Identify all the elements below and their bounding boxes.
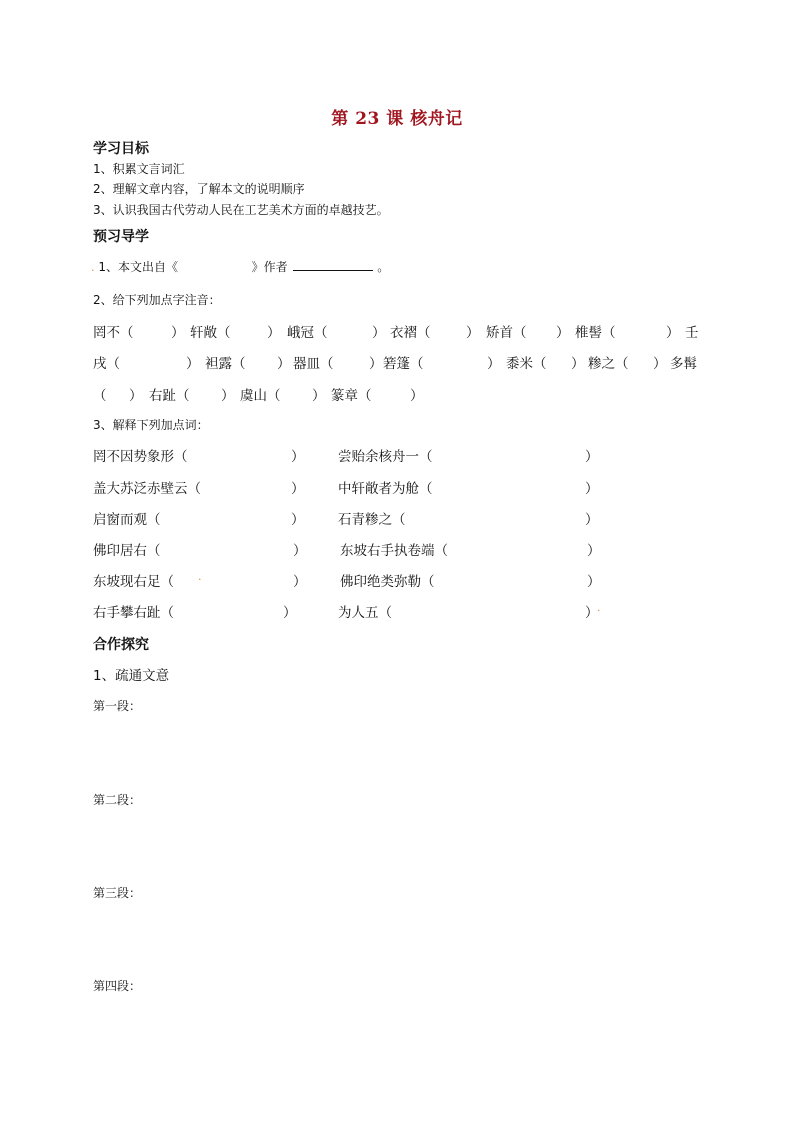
paragraph-label: 第四段： — [93, 979, 142, 993]
explain-item: 尝贻余核舟一（ — [338, 449, 433, 465]
pinyin-item: 篆章（ — [331, 388, 372, 404]
cooperate-item: 1、疏通文意 — [93, 668, 170, 684]
q1-suffix: 。 — [377, 260, 390, 274]
paren-close: ） — [556, 325, 570, 341]
pinyin-item: 矫首（ — [486, 325, 527, 341]
pinyin-item: 罔不（ — [93, 325, 134, 341]
pinyin-item: 黍米（ — [506, 356, 547, 372]
paren-close: ） — [186, 356, 200, 372]
pinyin-item: 椎髻（ — [575, 325, 616, 341]
paren-close: ） — [585, 512, 599, 528]
paren-close: ） — [666, 325, 680, 341]
explain-item: 东坡现右足（ — [93, 574, 174, 590]
goals-heading: 学习目标 — [93, 141, 149, 157]
paren-close: ） — [571, 356, 585, 372]
q1-prefix: 1、本文出自《 — [98, 260, 178, 274]
paren-close: ） — [585, 481, 599, 497]
pinyin-item: 多髯 — [670, 356, 697, 372]
goal-item: 1、积累文言词汇 — [93, 162, 185, 176]
explain-item: 右手攀右趾（ — [93, 605, 174, 621]
paragraph-label: 第一段： — [93, 699, 142, 713]
explain-item: 佛印居右（ — [93, 543, 161, 559]
q1-middle: 》作者 — [251, 260, 288, 274]
pinyin-item: 右趾（ — [149, 388, 190, 404]
goal-item: 3、认识我国古代劳动人民在工艺美术方面的卓越技艺。 — [93, 203, 389, 217]
paren-close: ） — [585, 449, 599, 465]
pinyin-item: （ — [93, 388, 107, 404]
explain-item: 中轩敞者为舱（ — [338, 481, 433, 497]
paren-close: ） — [267, 325, 281, 341]
paren-close: ） — [129, 388, 143, 404]
author-blank-line — [293, 258, 373, 271]
paren-close: ） — [587, 574, 601, 590]
goal-item: 2、理解文章内容，了解本文的说明顺序 — [93, 182, 305, 196]
paren-close: ） — [410, 388, 424, 404]
pinyin-item: 箬篷（ — [383, 356, 424, 372]
paren-close: ） — [312, 388, 326, 404]
explain-item: 启窗而观（ — [93, 512, 161, 528]
pinyin-item: 糁之（ — [588, 356, 629, 372]
paren-close: ） — [291, 449, 305, 465]
pinyin-item: 虞山（ — [240, 388, 281, 404]
paren-close: ） — [221, 388, 235, 404]
question-2-title: 2、给下列加点字注音： — [93, 293, 221, 307]
paren-close: ） — [372, 325, 386, 341]
pinyin-item: 壬 — [685, 325, 699, 341]
bullet-dot: . — [597, 601, 601, 614]
paren-close: ） — [369, 356, 383, 372]
pinyin-item: 器皿（ — [293, 356, 334, 372]
paren-close: ） — [293, 543, 307, 559]
explain-item: 佛印绝类弥勒（ — [340, 574, 435, 590]
explain-item: 东坡右手执卷端（ — [340, 543, 448, 559]
paren-close: ） — [585, 605, 599, 621]
paren-close: ） — [487, 356, 501, 372]
cooperate-heading: 合作探究 — [93, 637, 149, 653]
pinyin-item: 袒露（ — [205, 356, 246, 372]
explain-item: 盖大苏泛赤壁云（ — [93, 481, 201, 497]
paren-close: ） — [291, 481, 305, 497]
preview-heading: 预习导学 — [93, 229, 149, 245]
explain-item: 石青糁之（ — [338, 512, 406, 528]
pinyin-item: 峨冠（ — [287, 325, 328, 341]
pinyin-item: 戌（ — [93, 356, 120, 372]
page-title: 第 23 课 核舟记 — [331, 109, 463, 129]
paren-close: ） — [171, 325, 185, 341]
paragraph-label: 第二段： — [93, 793, 142, 807]
bullet-dot: . — [198, 570, 202, 583]
pinyin-item: 衣褶（ — [390, 325, 431, 341]
paren-close: ） — [466, 325, 480, 341]
paren-close: ） — [291, 512, 305, 528]
pinyin-item: 轩敞（ — [190, 325, 231, 341]
paren-close: ） — [653, 356, 667, 372]
question-1 — [91, 258, 389, 275]
paragraph-label: 第三段： — [93, 886, 142, 900]
explain-item: 为人五（ — [338, 605, 392, 621]
paren-close: ） — [587, 543, 601, 559]
paren-close: ） — [277, 356, 291, 372]
bullet-dot: . — [91, 261, 95, 274]
explain-item: 罔不因势象形（ — [93, 449, 188, 465]
paren-close: ） — [293, 574, 307, 590]
paren-close: ） — [283, 605, 297, 621]
question-3-title: 3、解释下列加点词： — [93, 418, 209, 432]
